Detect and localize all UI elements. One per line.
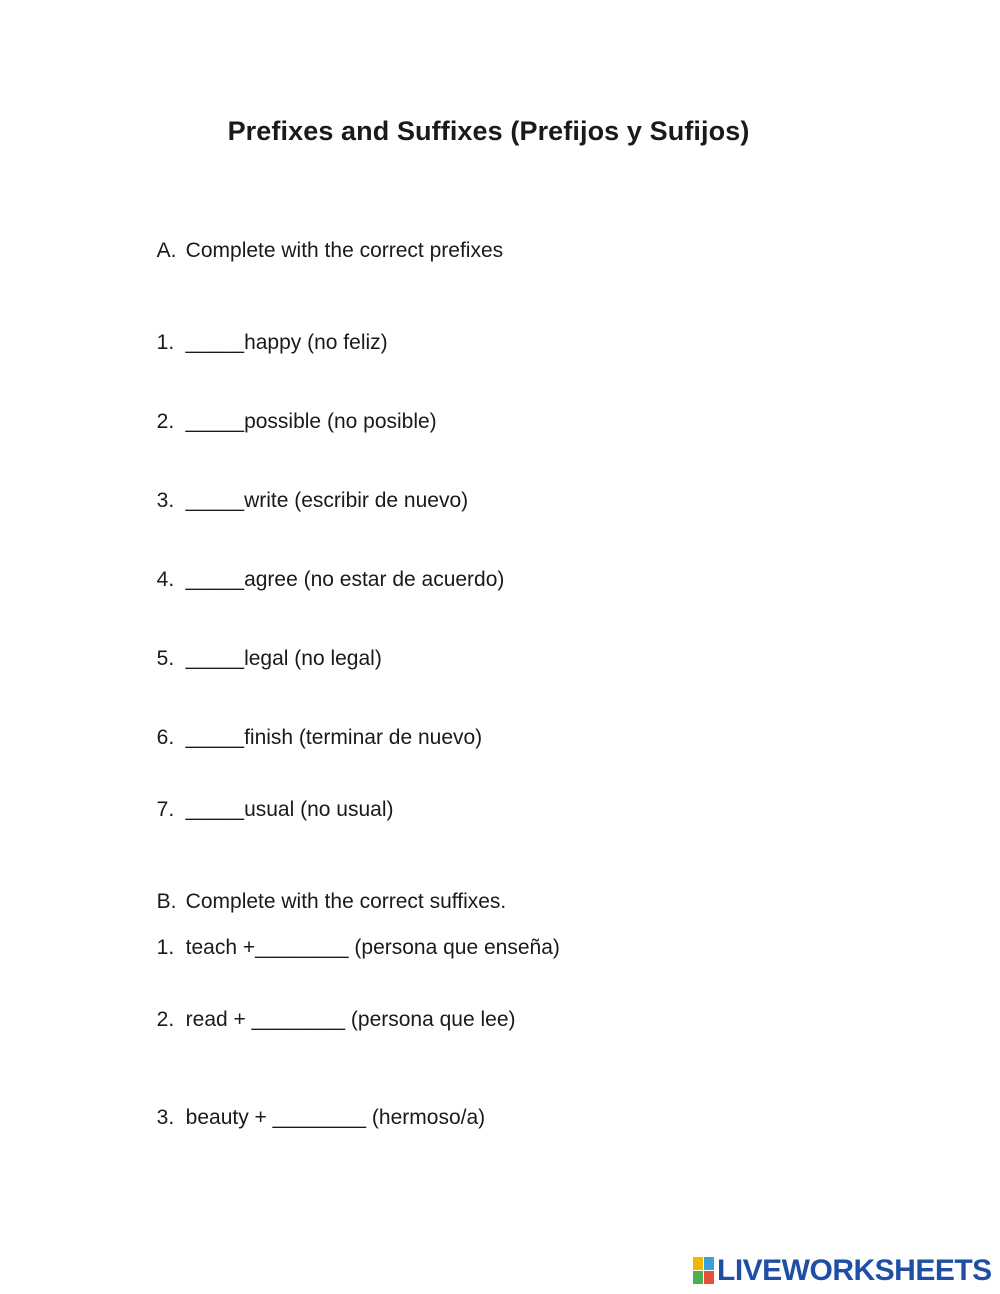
suffix-item-3 xyxy=(145,1079,485,1131)
section-b-marker: B. xyxy=(156,890,177,913)
section-a-heading xyxy=(145,212,503,264)
page-title: Prefixes and Suffixes (Prefijos y Sufijos) xyxy=(227,116,750,146)
prefix-item-7 xyxy=(145,771,394,823)
section-b-heading xyxy=(145,863,506,915)
item-text: _____finish (terminar de nuevo) xyxy=(185,726,483,749)
item-number: 4. xyxy=(156,568,175,591)
liveworksheets-logo xyxy=(693,1254,992,1288)
item-number: 1. xyxy=(156,331,175,354)
item-text: _____possible (no posible) xyxy=(185,410,437,433)
item-number: 3. xyxy=(156,1106,175,1129)
prefix-item-4 xyxy=(145,541,504,593)
suffix-item-2 xyxy=(145,981,516,1033)
item-number: 2. xyxy=(156,1008,175,1031)
prefix-item-5 xyxy=(145,620,382,672)
prefix-item-2 xyxy=(145,383,437,435)
item-number: 7. xyxy=(156,798,175,821)
section-b-heading-text: Complete with the correct suffixes. xyxy=(185,890,507,913)
item-number: 5. xyxy=(156,647,175,670)
item-text: read + ________ (persona que lee) xyxy=(185,1008,516,1031)
liveworksheets-blocks-icon xyxy=(693,1257,715,1285)
section-a-heading-text: Complete with the correct prefixes xyxy=(185,239,504,262)
item-number: 1. xyxy=(156,936,175,959)
section-a-marker: A. xyxy=(156,239,177,262)
item-number: 6. xyxy=(156,726,175,749)
prefix-item-3 xyxy=(145,462,468,514)
item-text: teach +________ (persona que enseña) xyxy=(185,936,560,959)
item-text: _____agree (no estar de acuerdo) xyxy=(185,568,505,591)
item-text: _____legal (no legal) xyxy=(185,647,382,670)
prefix-item-6 xyxy=(145,699,482,751)
item-text: _____write (escribir de nuevo) xyxy=(185,489,469,512)
logo-text: LIVEWORKSHEETS xyxy=(717,1254,992,1287)
suffix-item-1 xyxy=(145,909,560,961)
item-number: 3. xyxy=(156,489,175,512)
prefix-item-1 xyxy=(145,304,388,356)
item-number: 2. xyxy=(156,410,175,433)
item-text: beauty + ________ (hermoso/a) xyxy=(185,1106,486,1129)
item-text: _____usual (no usual) xyxy=(185,798,394,821)
item-text: _____happy (no feliz) xyxy=(185,331,388,354)
